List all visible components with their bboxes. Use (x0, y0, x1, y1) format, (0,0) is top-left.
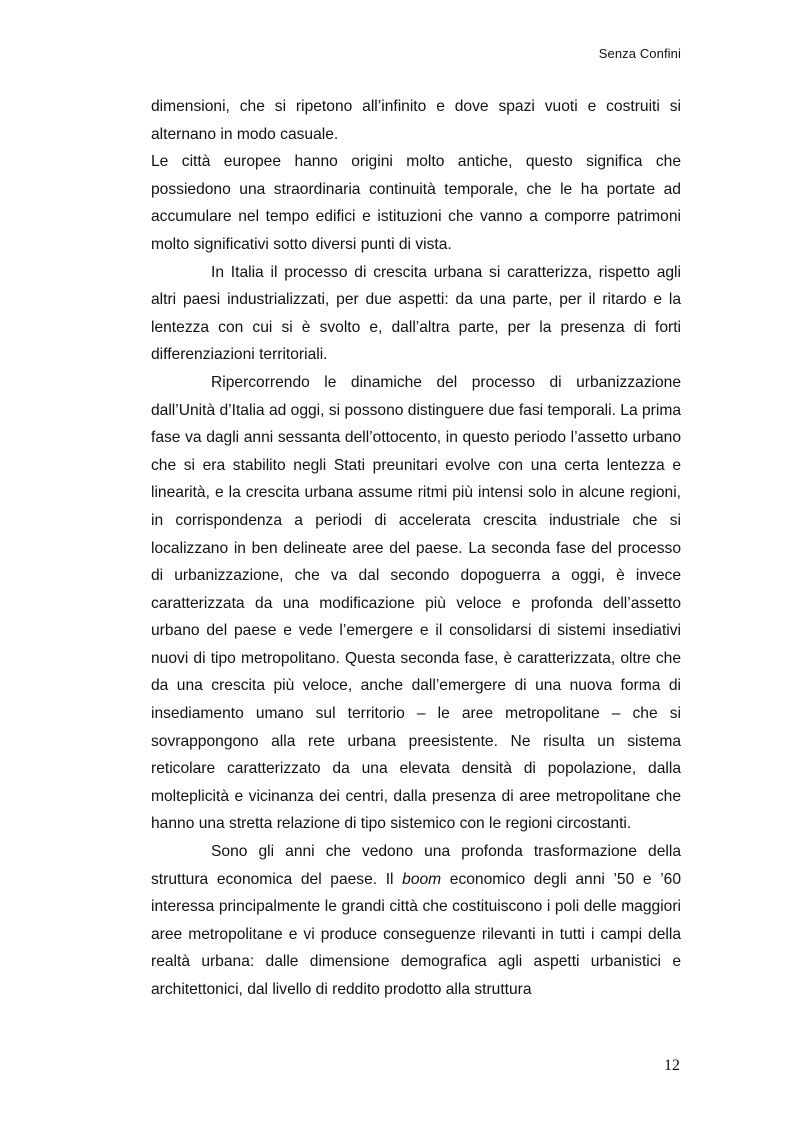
boom-text-after: economico degli anni ’50 e ’60 interessa principalmente le grandi città che costituiscono i poli delle maggiori aree metropolitane e vi produce conseguenze rilevanti in tutti i campi della realtà urbana: dalle dimensione demografica agli aspetti urbanistici e architettonici, dal livello di reddito prodotto alla struttura (151, 870, 682, 998)
paragraph-european-cities: Le città europee hanno origini molto antiche, questo significa che possiedono una straordinaria continuità temporale, che le ha portate ad accumulare nel tempo edifici e istituzioni che vanno a comporre patrimoni molto significativi sotto diversi punti di vista. (151, 153, 681, 253)
paragraph-italy-growth: In Italia il processo di crescita urbana si caratterizza, rispetto agli altri paesi industrializzati, per due aspetti: da una parte, per il ritardo e la lentezza con cui si è svolto e, dall’altra parte, per la presenza di forti differenziazioni territoriali. (151, 263, 681, 364)
paragraph-economic-boom (151, 838, 681, 1004)
boom-emphasis: boom (402, 870, 442, 888)
body-text (151, 93, 681, 1004)
boom-text-before: Sono gli anni che vedono una profonda trasformazione della struttura economica del paese. Il (151, 843, 681, 888)
running-header: Senza Confini (598, 46, 681, 61)
paragraph-urbanization-phases: Ripercorrendo le dinamiche del processo di urbanizzazione dall’Unità d’Italia ad oggi, si possono distinguere due fasi temporali. La prima fase va dagli anni sessanta dell’ottocento, in questo periodo l’assetto urbano che si era stabilito negli Stati preunitari evolve con una certa lentezza e linearità, e la crescita urbana assume ritmi più intensi solo in alcune regioni, in corrispondenza a periodi di accelerata crescita industriale che si localizzano in ben delineate aree del paese. La seconda fase del processo di urbanizzazione, che va dal secondo dopoguerra a oggi, è invece caratterizzata da una modificazione più veloce e profonda dell’assetto urbano del paese e vede l’emergere e il consolidarsi di sistemi insediativi nuovi di tipo metropolitano. Questa seconda fase, è caratterizzata, oltre che da una crescita più veloce, anche dall’emergere di una nuova forma di insediamento umano sul territorio – le aree metropolitane – che si sovrappongono alla rete urbana preesistente. Ne risulta un sistema reticolare caratterizzato da una elevata densità di popolazione, dalla molteplicità e vicinanza dei centri, dalla presenza di aree metropolitane che hanno una stretta relazione di tipo sistemico con le regioni circostanti. (151, 373, 681, 833)
paragraph-continuation: dimensioni, che si ripetono all’infinito e dove spazi vuoti e costruiti si alternano in modo casuale. (151, 98, 681, 143)
page-number: 12 (664, 1057, 680, 1074)
